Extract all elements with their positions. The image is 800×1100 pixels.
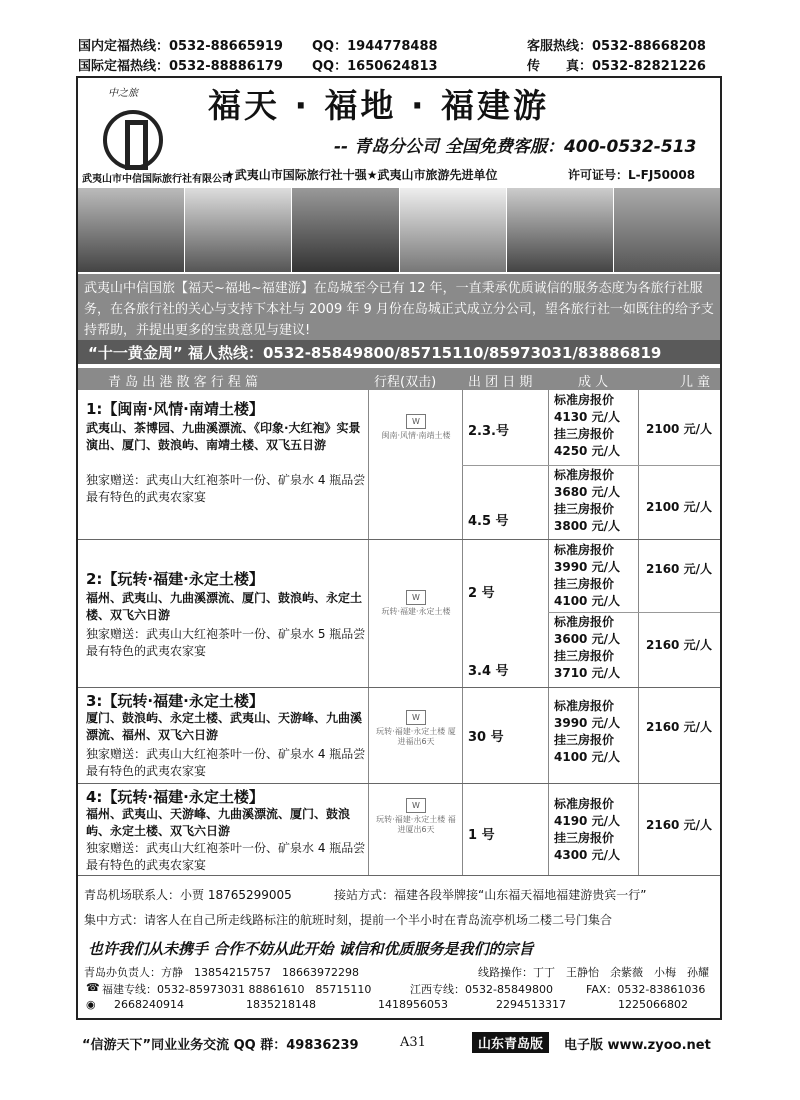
label: 国内定福热线： [78,39,170,54]
exchange-qq-group: “信游天下”同业业务交流 QQ 群：49836239 [82,1038,359,1053]
scenery-photo-strip [78,188,720,272]
qq-2 [312,55,438,74]
price-label: 标准房报价 [554,615,615,629]
logo-text: 中之旅 [108,88,138,99]
price-label: 挂三房报价 [554,577,615,591]
content-frame [76,76,722,1020]
price-label: 标准房报价 [554,543,615,557]
table-header [78,368,720,390]
price-label: 标准房报价 [554,468,615,482]
photo-tulou [78,188,185,272]
adult-price [554,542,620,610]
adult-price [554,796,620,864]
fax-line [527,55,706,74]
child-price: 2100 元/人 [646,422,712,436]
main-title: 福天 · 福地 · 福建游 [208,86,550,125]
label: 客服热线： [527,39,593,54]
col-itinerary: 行程(双击) [374,375,437,390]
pickup-method: 接站方式：福建各段举牌接“山东福天福地福建游贵宾一行” [334,888,647,902]
golden-week-hotline: “十一黄金周” 福人热线：0532-85849800/8571511​0/85973031/83886819 [78,340,720,364]
line-operators: 线路操作：丁丁 王静怡 余紫薇 小梅 孙耀 [478,966,709,979]
edition-badge: 山东青岛版 [472,1032,549,1053]
icon-caption: 玩转·福建·永定土楼 福进厦出6天 [376,815,456,834]
col-adult: 成 人 [578,375,609,390]
phone: 0532-82821226 [592,59,706,74]
price-value: 4250 元/人 [554,444,620,458]
label: 传 真： [527,59,593,74]
envelope-icon: W [406,710,426,725]
price-label: 挂三房报价 [554,502,615,516]
price-value: 3600 元/人 [554,632,620,646]
icon-caption: 玩转·福建·永定土楼 [381,607,451,616]
price-label: 挂三房报价 [554,831,615,845]
child-price: 2160 元/人 [646,720,712,734]
date: 4.5 号 [468,514,509,529]
route-desc: 厦门、鼓浪屿、永定土楼、武夷山、天游峰、九曲溪漂流、福州、双飞六日游 [86,711,363,742]
qq-number: 1835218148 [246,998,316,1011]
phone-icon: ☎ [86,981,100,994]
page-number: A31 [400,1035,426,1050]
qq-number: 1225066802 [618,998,688,1011]
footer-fax: FAX：0532-83861036 [586,983,706,996]
price-value: 4100 元/人 [554,594,620,608]
qq: 1650624813 [347,59,438,74]
icon-caption: 闽南·风情·南靖土楼 [381,431,451,440]
jiangxi-line: 江西专线：0532-85849800 [410,983,553,996]
price-label: 挂三房报价 [554,649,615,663]
route-desc: 福州、武夷山、九曲溪漂流、厦门、鼓浪屿、永定土楼、双飞六日游 [86,591,363,622]
qq-1 [312,35,438,54]
photo-peak [507,188,614,272]
col-route: 青 岛 出 港 散 客 行 程 篇 [108,375,259,390]
intl-hotline [78,55,283,74]
route-1 [78,390,720,540]
qq-penguin-icon: ◉ [86,998,96,1011]
domestic-hotline [78,35,283,54]
price-value: 4100 元/人 [554,750,620,764]
route-4 [78,784,720,876]
photo-monument [614,188,720,272]
route-title: 1:【闽南·风情·南靖土楼】 [86,400,264,418]
col-date: 出 团 日 期 [468,375,533,390]
slogan: 也许我们从未携手 合作不妨从此开始 诚信和优质服务是我们的宗旨 [88,940,534,958]
qingdao-managers: 青岛办负责人：方静 13854215757 18663972298 [84,966,359,979]
itinerary-doc-link[interactable] [376,710,456,747]
price-value: 3990 元/人 [554,716,620,730]
price-value: 3990 元/人 [554,560,620,574]
company-name: 武夷山市中信国际旅行社有限公司 [82,174,232,185]
price-value: 4190 元/人 [554,814,620,828]
gather-method: 集中方式：请客人在自己所走线路标注的航班时刻，提前一个半小时在青岛流亭机场二楼二号门集合 [84,913,613,927]
col-child: 儿 童 [680,375,711,390]
price-value: 3800 元/人 [554,519,620,533]
adult-price [554,698,620,766]
intro-text: 武夷山中信国旅【福天~福地~福建游】在岛城至今已有 12 年，一直秉承优质诚信的服务态度为各旅行社服务，在各旅行社的关心与支持下本社与 2009 年 9 月份在岛城正式成立分公司，望各旅行社一如既往的给予支持帮助，并提出更多的宝贵意见与建议! [78,274,720,362]
envelope-icon: W [406,414,426,429]
route-desc: 福州、武夷山、天游峰、九曲溪漂流、厦门、鼓浪屿、永定土楼、双飞六日游 [86,807,351,838]
route-3 [78,688,720,784]
date: 1 号 [468,828,495,843]
service-hotline [527,35,706,54]
child-price: 2160 元/人 [646,818,712,832]
date: 2.3.号 [468,424,509,439]
subtitle: -- 青岛分公司 全国免费客服：400-0532-513 [334,137,697,157]
child-price: 2100 元/人 [646,500,712,514]
child-price: 2160 元/人 [646,638,712,652]
photo-mountain [185,188,292,272]
date: 2 号 [468,586,495,601]
price-value: 4130 元/人 [554,410,620,424]
child-price: 2160 元/人 [646,562,712,576]
fujian-line: 福建专线：0532-85973031 88861610 85715110 [102,983,372,996]
qq-number: 1418956053 [378,998,448,1011]
price-value: 4300 元/人 [554,848,620,862]
route-gift: 独家赠送：武夷山大红袍茶叶一份、矿泉水 4 瓶品尝最有特色的武夷农家宴 [86,841,366,872]
license-number: 许可证号：L-FJ50008 [568,168,696,182]
qq-number: 2294513317 [496,998,566,1011]
price-label: 挂三房报价 [554,427,615,441]
envelope-icon: W [406,590,426,605]
price-value: 3710 元/人 [554,666,620,680]
qq-number: 2668240914 [114,998,184,1011]
route-gift: 独家赠送：武夷山大红袍茶叶一份、矿泉水 4 瓶品尝最有特色的武夷农家宴 [86,473,366,504]
route-2 [78,540,720,688]
price-label: 标准房报价 [554,393,615,407]
price-value: 3680 元/人 [554,485,620,499]
itinerary-doc-link[interactable] [376,414,456,441]
price-label: 标准房报价 [554,699,615,713]
date: 3.4 号 [468,664,509,679]
envelope-icon: W [406,798,426,813]
route-title: 3:【玩转·福建·永定土楼】 [86,692,264,710]
price-label: 标准房报价 [554,797,615,811]
itinerary-doc-link[interactable] [376,590,456,617]
date: 30 号 [468,730,504,745]
airport-contact: 青岛机场联系人：小贾 18765299005 [84,888,292,902]
route-title: 2:【玩转·福建·永定土楼】 [86,570,264,588]
route-gift: 独家赠送：武夷山大红袍茶叶一份、矿泉水 4 瓶品尝最有特色的武夷农家宴 [86,747,366,778]
company-logo-icon [103,110,163,170]
itinerary-doc-link[interactable] [376,798,456,835]
tagline: ★武夷山市国际旅行社十强★武夷山市旅游先进单位 [224,168,498,182]
phone: 0532-88665919 [169,39,283,54]
website[interactable]: 电子版 www.zyoo.net [564,1038,711,1053]
label: QQ： [312,39,348,54]
label: QQ： [312,59,348,74]
price-label: 挂三房报价 [554,733,615,747]
photo-river [292,188,399,272]
phone: 0532-88668208 [592,39,706,54]
label: 国际定福热线： [78,59,170,74]
route-title: 4:【玩转·福建·永定土楼】 [86,788,264,806]
route-gift: 独家赠送：武夷山大红袍茶叶一份、矿泉水 5 瓶品尝最有特色的武夷农家宴 [86,627,366,658]
phone: 0532-88886179 [169,59,283,74]
qq: 1944778488 [347,39,438,54]
icon-caption: 玩转·福建·永定土楼 厦进福出6天 [376,727,456,746]
adult-price [554,392,620,460]
route-desc: 武夷山、茶博园、九曲溪漂流、《印象·大红袍》实景演出、厦门、鼓浪屿、南靖土楼、双飞五日游 [86,421,361,452]
adult-price [554,467,620,535]
photo-statue [400,188,507,272]
adult-price [554,614,620,682]
